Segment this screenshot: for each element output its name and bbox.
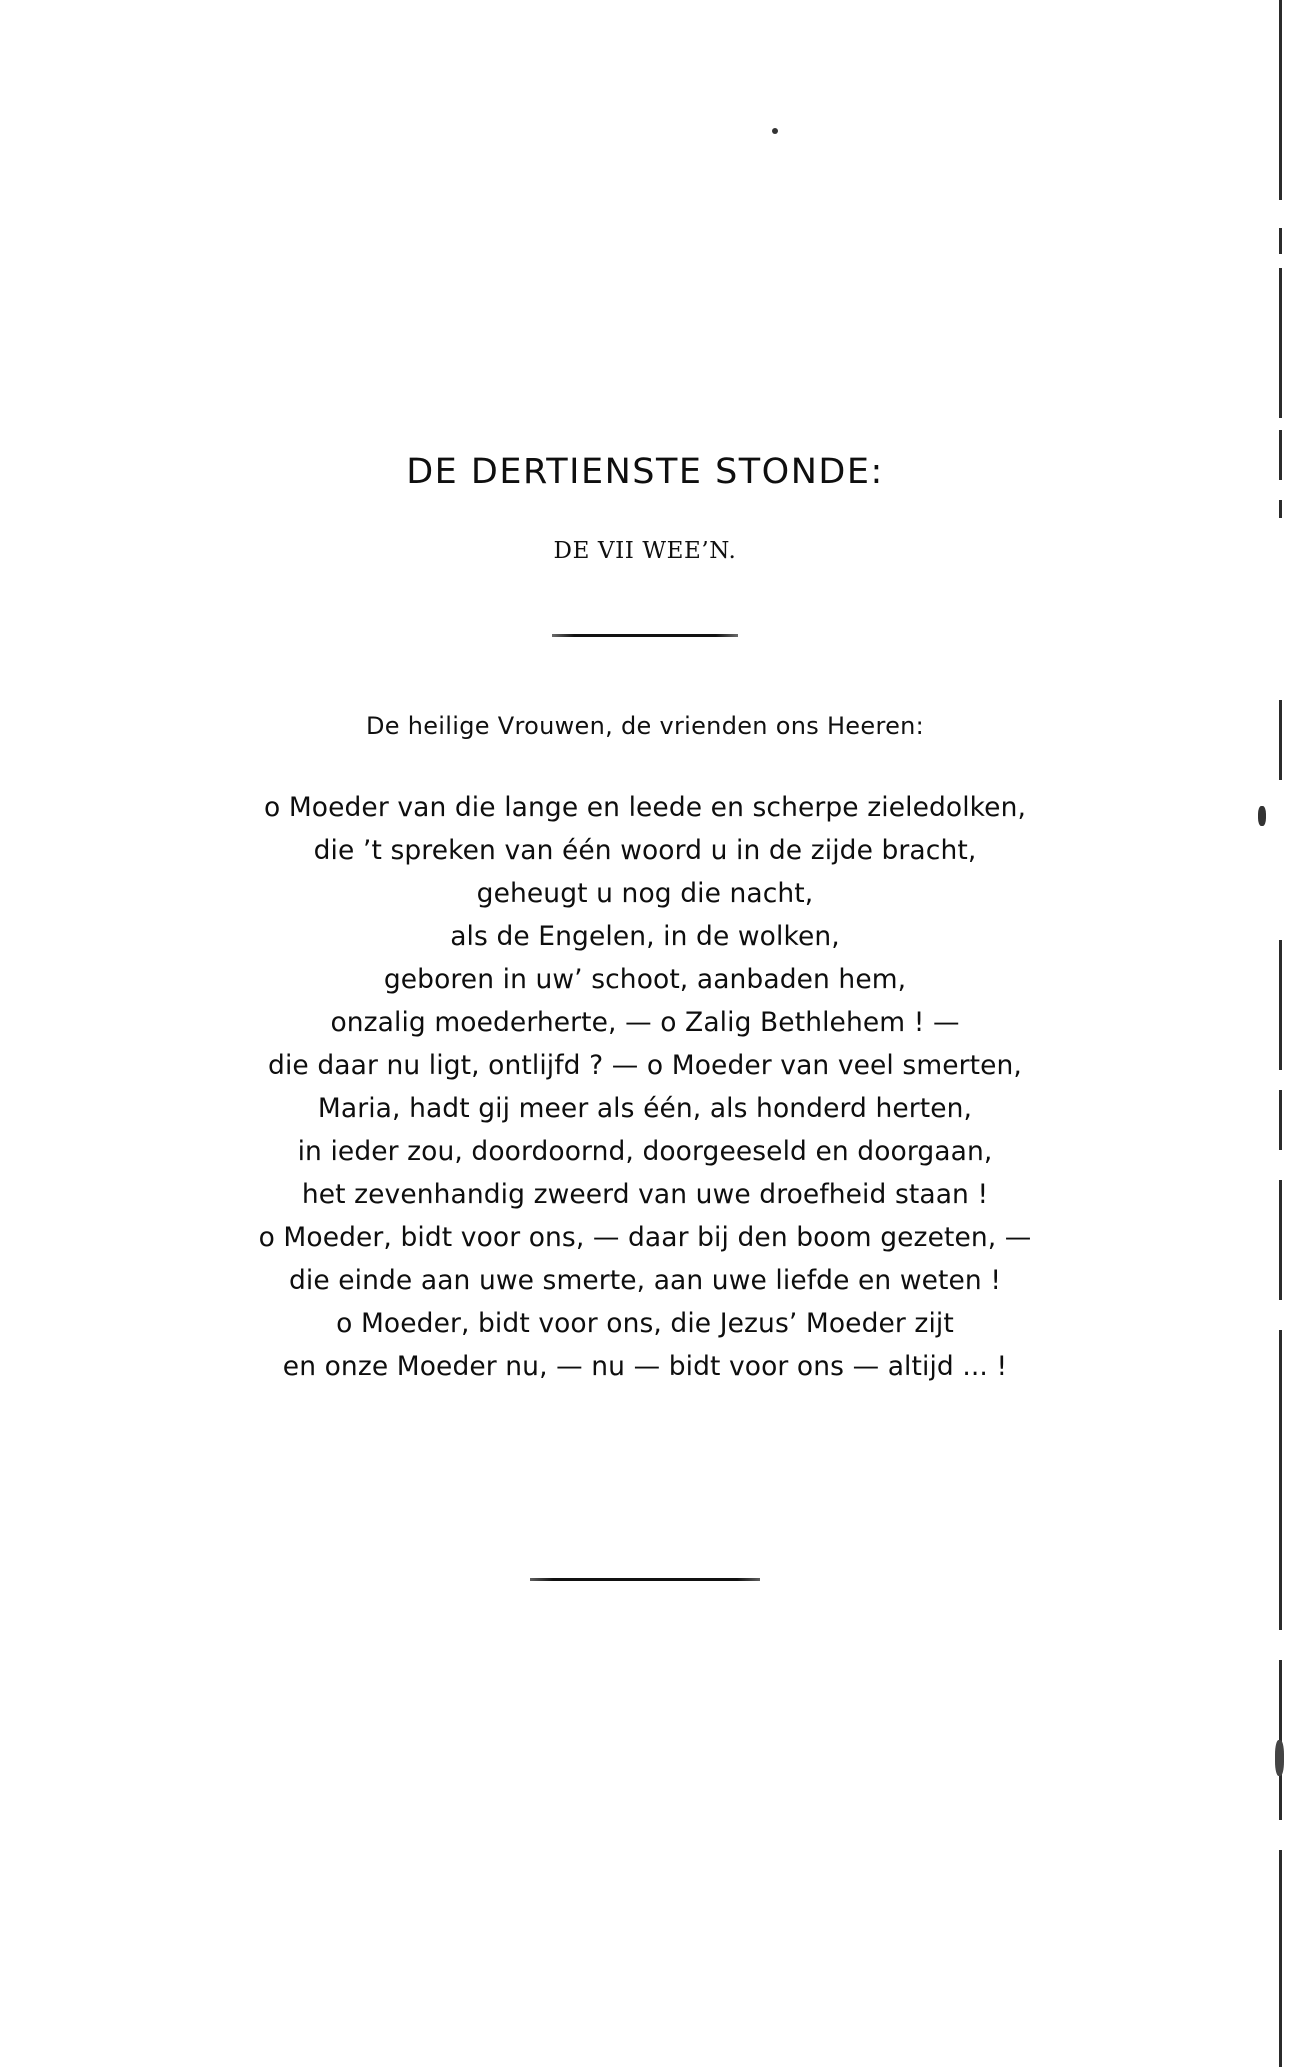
poem-line: Maria, hadt gij meer als één, als honderd herten, [317, 1093, 973, 1124]
poem-line: in ieder zou, doordoornd, doorgeeseld en doorgaan, [297, 1136, 993, 1167]
poem-intro-line: De heilige Vrouwen, de vrienden ons Heeren: [365, 712, 925, 740]
divider-top [552, 634, 738, 637]
poem-line: onzalig moederherte, — o Zalig Bethlehem ! — [330, 1007, 960, 1038]
poem-line: die daar nu ligt, ontlijfd ? — o Moeder van veel smerten, [268, 1050, 1022, 1081]
scan-gutter [1270, 0, 1310, 2067]
divider-bottom [530, 1578, 760, 1581]
page-title: DE DERTIENSTE STONDE: [406, 452, 884, 492]
poem-line: o Moeder, bidt voor ons, — daar bij den boom gezeten, — [258, 1222, 1032, 1253]
poem-line: en onze Moeder nu, — nu — bidt voor ons — altijd ... ! [282, 1351, 1008, 1382]
page-subtitle: DE VII WEE’N. [553, 538, 737, 564]
poem-line: als de Engelen, in de wolken, [450, 921, 840, 952]
poem-line: o Moeder, bidt voor ons, die Jezus’ Moeder zijt [336, 1308, 954, 1339]
margin-speck [1258, 806, 1266, 826]
poem-line: die einde aan uwe smerte, aan uwe liefde en weten ! [288, 1265, 1002, 1296]
poem-line: het zevenhandig zweerd van uwe droefheid staan ! [301, 1179, 989, 1210]
poem-line: geheugt u nog die nacht, [476, 878, 814, 909]
poem-body [0, 786, 1290, 1388]
poem-line: die ’t spreken van één woord u in de zijde bracht, [313, 835, 977, 866]
poem-line: geboren in uw’ schoot, aanbaden hem, [383, 964, 907, 995]
page-speck [772, 128, 778, 134]
poem-line: o Moeder van die lange en leede en scherpe zieledolken, [263, 792, 1026, 823]
